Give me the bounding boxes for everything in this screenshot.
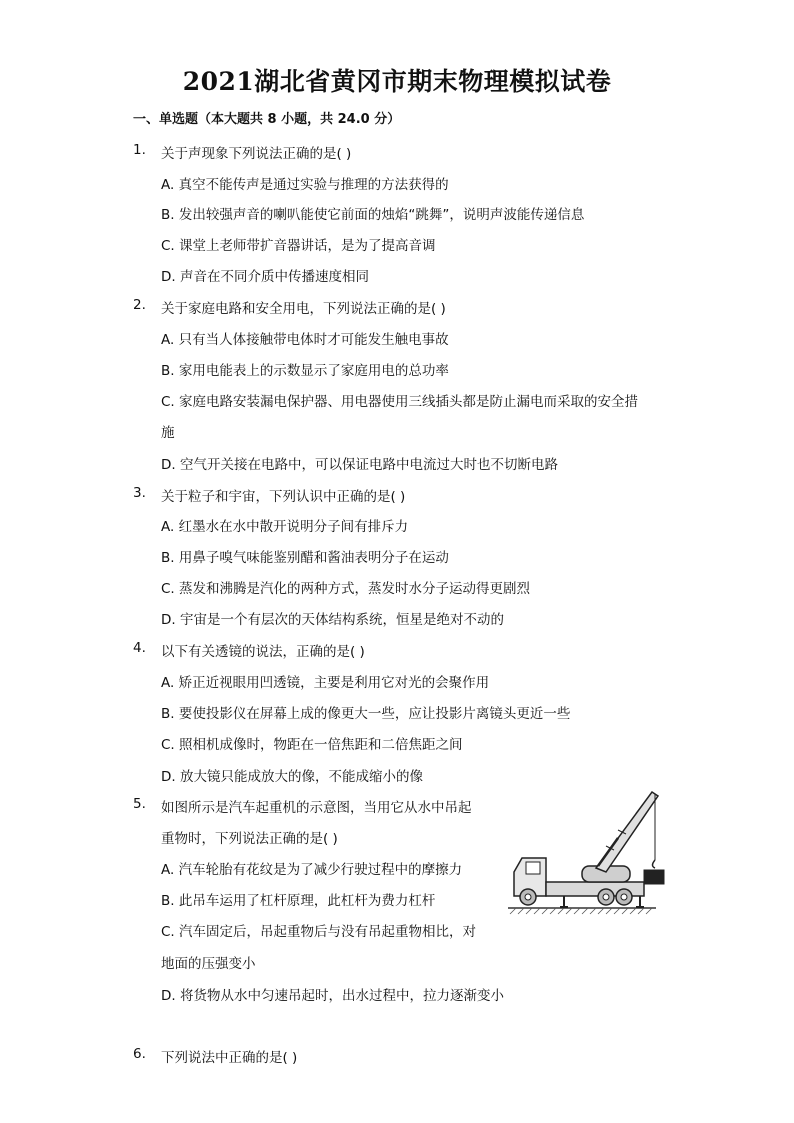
option-a: A. 矫正近视眼用凹透镜，主要是利用它对光的会聚作用: [161, 675, 490, 691]
question-stem-continuation: 重物时，下列说法正确的是( ): [161, 831, 338, 847]
option-b: B. 此吊车运用了杠杆原理，此杠杆为费力杠杆: [161, 893, 436, 909]
question-number: 3.: [133, 485, 146, 501]
option-b: B. 发出较强声音的喇叭能使它前面的烛焰“跳舞”，说明声波能传递信息: [161, 207, 585, 223]
question-stem: 关于声现象下列说法正确的是( ): [161, 146, 352, 162]
option-c: C. 家庭电路安装漏电保护器、用电器使用三线插头都是防止漏电而采取的安全措: [161, 394, 639, 410]
question-stem: 以下有关透镜的说法，正确的是( ): [161, 644, 365, 660]
question-number: 6.: [133, 1046, 146, 1062]
cargo-load: [644, 870, 664, 884]
question-number: 5.: [133, 796, 146, 812]
option-d: D. 声音在不同介质中传播速度相同: [161, 269, 369, 285]
hook-icon: [653, 860, 656, 868]
option-c: C. 汽车固定后，吊起重物后与没有吊起重物相比，对: [161, 924, 477, 940]
option-a: A. 汽车轮胎有花纹是为了减少行驶过程中的摩擦力: [161, 862, 463, 878]
option-a: A. 只有当人体接触带电体时才可能发生触电事故: [161, 332, 449, 348]
option-c: C. 课堂上老师带扩音器讲话，是为了提高音调: [161, 238, 436, 254]
option-d: D. 放大镜只能成放大的像，不能成缩小的像: [161, 769, 423, 785]
question-number: 4.: [133, 640, 146, 656]
option-b: B. 家用电能表上的示数显示了家庭用电的总功率: [161, 363, 449, 379]
crane-truck-figure: [506, 786, 666, 916]
crane-boom: [596, 792, 658, 872]
question-stem: 如图所示是汽车起重机的示意图，当用它从水中吊起: [161, 800, 472, 816]
option-c: C. 蒸发和沸腾是汽化的两种方式，蒸发时水分子运动得更剧烈: [161, 581, 531, 597]
page-title: 2021湖北省黄冈市期末物理模拟试卷: [182, 67, 612, 96]
option-b: B. 要使投影仪在屏幕上成的像更大一些，应让投影片离镜头更近一些: [161, 706, 571, 722]
section-heading: 一、单选题（本大题共 8 小题，共 24.0 分）: [133, 112, 401, 127]
option-b: B. 用鼻子嗅气味能鉴别醋和酱油表明分子在运动: [161, 550, 449, 566]
question-stem: 关于粒子和宇宙，下列认识中正确的是( ): [161, 489, 406, 505]
question-number: 2.: [133, 297, 146, 313]
option-d: D. 宇宙是一个有层次的天体结构系统，恒星是绝对不动的: [161, 612, 504, 628]
question-number: 1.: [133, 142, 146, 158]
option-d: D. 空气开关接在电路中，可以保证电路中电流过大时也不切断电路: [161, 457, 558, 473]
question-stem: 关于家庭电路和安全用电，下列说法正确的是( ): [161, 301, 446, 317]
option-c-continuation: 地面的压强变小: [161, 956, 256, 972]
question-stem: 下列说法中正确的是( ): [161, 1050, 298, 1066]
option-c-continuation: 施: [161, 425, 175, 441]
option-a: A. 红墨水在水中散开说明分子间有排斥力: [161, 519, 409, 535]
option-c: C. 照相机成像时，物距在一倍焦距和二倍焦距之间: [161, 737, 463, 753]
option-d: D. 将货物从水中匀速吊起时，出水过程中，拉力逐渐变小: [161, 988, 504, 1004]
ground-hatching: [510, 908, 652, 914]
option-a: A. 真空不能传声是通过实验与推理的方法获得的: [161, 177, 449, 193]
cab-window: [526, 862, 540, 874]
